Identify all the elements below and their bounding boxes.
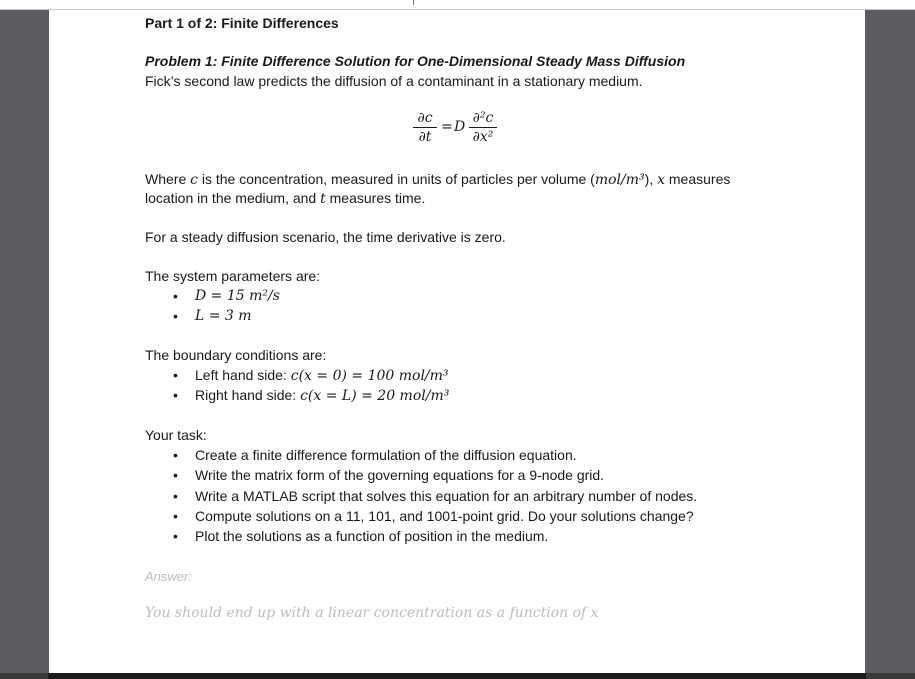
where-line-2: location in the medium, and t measures time. bbox=[145, 190, 426, 207]
equation-equals: = bbox=[441, 119, 453, 135]
params-label: The system parameters are: bbox=[145, 268, 321, 284]
steady-text: For a steady diffusion scenario, the time derivative is zero. bbox=[145, 229, 506, 245]
document-page: Part 1 of 2: Finite Differences Problem 1: Finite Difference Solution for One-Dimensional Steady Mass Diffusion Fick’s second law predicts the diffusion of a contaminant in a stationary medium. ∂c ∂t = D ∂²c ∂x² Where c is the concentration, measured in units of particles per volume (mol/m³), x measures location in the medium, and t measures time. For a steady diffusion scenario, the time derivative is zero. The system parameters are: • D = 15 m²/s • L = 3 m The boundary conditions are: • Left hand side: c(x = 0) = 100 mol/m³ • Right hand side: c(x = L) = 20 mol/m³ Your task: • Create a finite difference formulation of the diffusion equation. • Write the matrix form of the governing equations for a 9-node grid. • Write a MATLAB script that solves this equation for an arbitrary number of nodes. • Compute solutions on a 11, 101, and 1001-point grid. Do your solutions change? • Plot the solutions as a function of position in the medium. Answer: You should end up with a linear concentration as a function of x bbox=[49, 10, 865, 673]
rhs-fraction bbox=[469, 110, 497, 145]
answer-text: You should end up with a linear concentration as a function of x bbox=[145, 605, 599, 621]
lhs-fraction bbox=[413, 110, 437, 145]
rhs-numerator: ∂²c bbox=[472, 110, 494, 126]
top-bar-marker bbox=[413, 0, 414, 5]
lhs-numerator: ∂c bbox=[417, 110, 433, 126]
window-top-bar bbox=[0, 0, 915, 10]
problem-title: Problem 1: Finite Difference Solution for One-Dimensional Steady Mass Diffusion bbox=[145, 53, 686, 69]
rhs-denominator: ∂x² bbox=[472, 129, 494, 145]
answer-label: Answer: bbox=[145, 569, 192, 584]
lhs-denominator: ∂t bbox=[418, 129, 432, 145]
section-heading: Part 1 of 2: Finite Differences bbox=[145, 15, 339, 31]
equation-coefficient: D bbox=[454, 119, 466, 135]
intro-text: Fick’s second law predicts the diffusion of a contaminant in a stationary medium. bbox=[145, 73, 643, 89]
window-bottom-bar bbox=[0, 673, 915, 679]
where-line-1: Where c is the concentration, measured in units of particles per volume (mol/m³), x measures bbox=[145, 171, 731, 188]
bc-label: The boundary conditions are: bbox=[145, 347, 327, 363]
task-label: Your task: bbox=[145, 427, 207, 443]
